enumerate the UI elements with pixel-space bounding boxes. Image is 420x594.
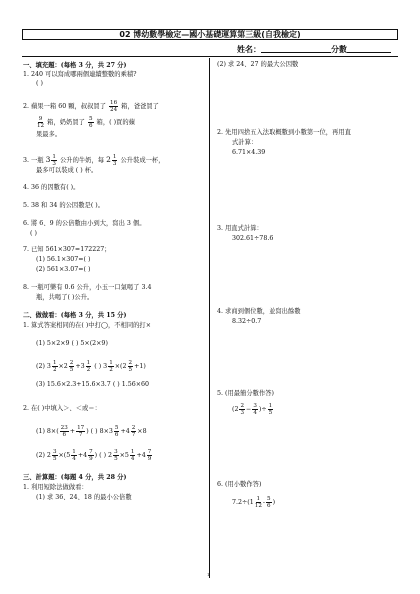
practice-2-item2: (2) 2 $\frac{3}{5}$ ×(5 $\frac{1}{4}$ +4 $\frac{7}{9}$ ) ( ) 2 $\frac{3}{5}$ ×5 $\frac{1}{4}$ +4 $\frac{7}{9}$ [36,449,152,462]
question-4: 4. 36 的因數有( )。 [23,184,80,191]
name-blank[interactable] [261,45,331,53]
page-number: 1 [207,572,210,577]
calc-1-part1: (1) 求 36、24、18 的最小公倍數 [36,494,132,501]
practice-1: 1. 算式答案相同的在( )中打◯，不相同的打× [23,322,151,329]
question-2-line2: $\frac{9}{12}$ 箱，奶奶買了 $\frac{5}{6}$ 箱，( )買的蘋 [37,116,135,129]
question-2-line1: 2. 蘋果一箱 60 顆，叔叔買了 $\frac{16}{24}$ 箱，爸爸買了 [23,100,159,113]
calc-4-line1: 4. 求商到個位數，並寫出餘數 [217,308,301,315]
question-1: 1. 240 可以寫成哪兩個連續整數的乘積? [23,71,137,78]
question-8-line1: 8. 一瓶可樂有 0.6 公升，小玉一口氣喝了 3.4 [23,284,152,291]
calc-1-part2: (2) 求 24、27 的最大公因數 [217,61,299,68]
question-6-blank[interactable]: ( ) [30,230,37,237]
score-blank[interactable] [347,45,391,53]
score-label: 分數 [331,45,347,54]
question-5: 5. 38 和 34 的公因數是( )。 [23,202,105,209]
practice-1-item1: (1) 5×2×9 ( ) 5×(2×9) [36,340,108,347]
question-6: 6. 將 6、9 的公倍數由小到大，寫出 3 個。 [23,220,146,227]
section-2-heading: 二、做做看：(每格 3 分，共 15 分) [23,312,127,319]
calc-6-line1: 6. (用小數作答) [217,481,262,488]
practice-1-item2: (2) 3 $\frac{1}{2}$ ×2 $\frac{2}{5}$ +3 $\frac{1}{2}$ ( ) 3 $\frac{1}{2}$ ×(2 $\frac{2}{5}$ +1) [36,360,146,373]
section-3-heading: 三、計算題：(每題 4 分，共 28 分) [23,474,127,481]
question-8-line2: 瓶，共喝了( )公升。 [36,294,94,301]
section-1-heading: 一、填充題：(每格 3 分，共 27 分) [23,62,127,69]
calc-5-line1: 5. (用最簡分數作答) [217,390,275,397]
calc-3-expression: 302.61÷78.6 [232,235,274,242]
calc-2-line2: 式計算： [232,139,258,146]
calc-6-expression: 7.2÷(1 $\frac{1}{12}$ - $\frac{5}{6}$ ) [232,496,276,509]
practice-2: 2. 在( )中填入＞、＜或＝： [23,405,101,412]
question-7-part2: (2) 561×3.07=( ) [36,266,91,273]
calc-5-expression: (2 $\frac{2}{3}$ − $\frac{3}{4}$ )÷ $\frac{1}{5}$ [232,403,273,416]
calc-3-line1: 3. 用直式計算： [217,225,263,232]
calc-1: 1. 利用短除法做做看： [23,484,88,491]
name-field [237,44,331,55]
question-7-part1: (1) 56.1×307=( ) [36,256,91,263]
header-rule [22,56,398,57]
practice-2-item1: (1) 8×( $\frac{23}{6}$ + $\frac{17}{7}$ ) ( ) 8×3 $\frac{5}{6}$ +4 $\frac{2}{7}$ ×8 [36,425,147,438]
calc-2-line1: 2. 先用四捨五入法取概數到小數第一位，再用直 [217,129,351,136]
score-field [331,44,391,55]
practice-1-item3: (3) 15.6×2.3+15.6×3.7 ( ) 1.56×60 [36,381,150,388]
calc-4-expression: 8.32÷0.7 [232,318,262,325]
question-1-blank[interactable]: ( ) [36,80,43,87]
question-3-line2: 最多可以裝成 ( ) 杯。 [36,167,98,174]
column-divider [209,58,210,578]
worksheet-title: 02 博幼數學檢定—國小基礎運算第三級(自我檢定) [22,29,398,40]
question-2-line3: 果最多。 [36,131,62,138]
question-7: 7. 已知 561×307=172227； [23,246,111,253]
name-label: 姓名： [237,45,261,54]
question-3-line1: 3. 一瓶 3 $\frac{1}{3}$ 公升的牛奶，每 2 $\frac{1}{3}$ 公升裝成一杯， [23,154,165,167]
calc-2-expression: 6.71×4.39 [232,149,266,156]
